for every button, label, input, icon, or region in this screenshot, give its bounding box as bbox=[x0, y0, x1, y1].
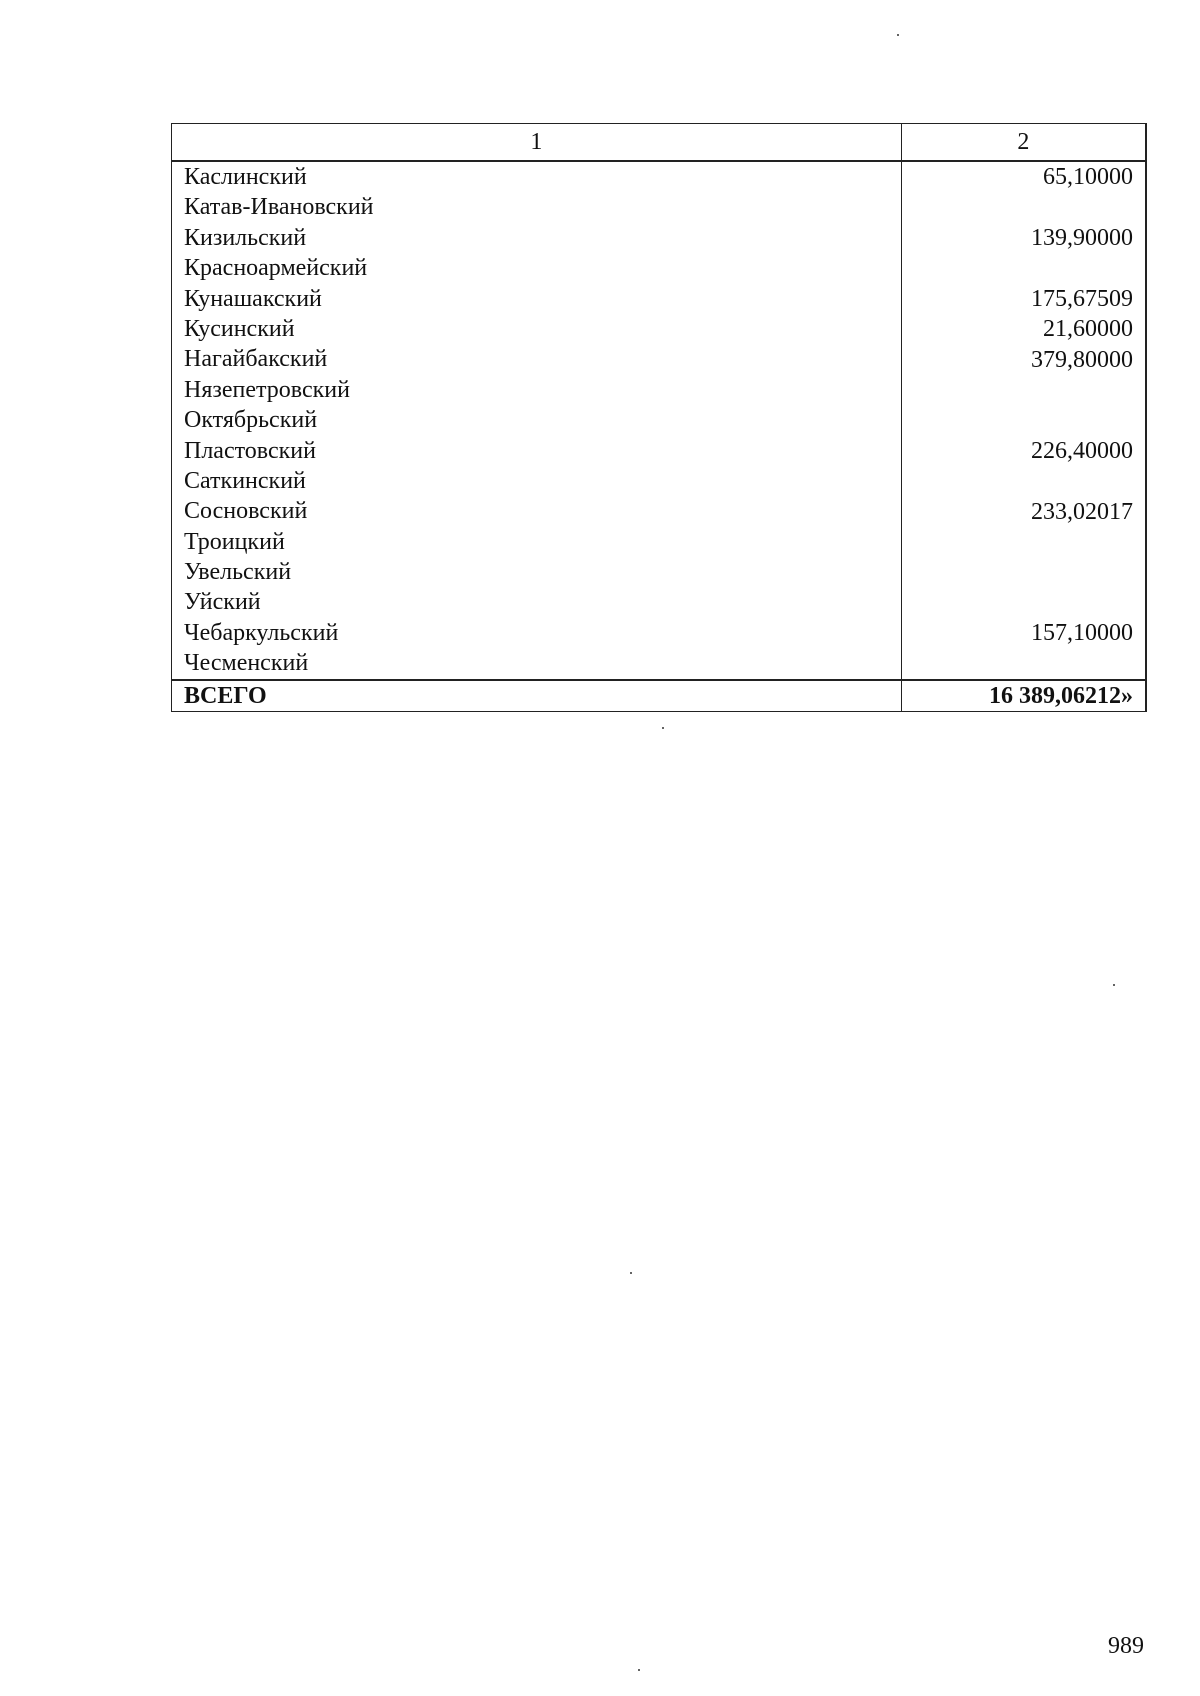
total-value: 16 389,06212» bbox=[901, 680, 1146, 712]
district-value bbox=[901, 557, 1146, 587]
district-name: Кунашакский bbox=[172, 284, 902, 314]
district-value bbox=[901, 192, 1146, 222]
district-value bbox=[901, 375, 1146, 405]
table-row bbox=[172, 587, 1147, 617]
district-name: Троицкий bbox=[172, 527, 902, 557]
district-name: Чебаркульский bbox=[172, 618, 902, 648]
column-header-2: 2 bbox=[901, 124, 1146, 162]
district-value bbox=[901, 466, 1146, 496]
table-row bbox=[172, 527, 1147, 557]
district-value: 175,67509 bbox=[1031, 285, 1133, 312]
district-value: 65,10000 bbox=[1043, 164, 1133, 191]
district-name: Кусинский bbox=[172, 314, 902, 344]
district-value: 233,02017 bbox=[1031, 498, 1133, 525]
district-name: Пластовский bbox=[172, 436, 902, 466]
district-name: Сосновский bbox=[172, 496, 902, 526]
district-value bbox=[901, 527, 1146, 557]
table-row bbox=[172, 192, 1147, 222]
district-name: Октябрьский bbox=[172, 405, 902, 435]
district-value bbox=[901, 587, 1146, 617]
page-number: 989 bbox=[1108, 1633, 1144, 1659]
table-row bbox=[172, 436, 1147, 466]
district-value: 21,60000 bbox=[1043, 316, 1133, 343]
table-row bbox=[172, 314, 1147, 344]
table-row bbox=[172, 161, 1147, 192]
header-row bbox=[172, 124, 1147, 162]
district-name: Чесменский bbox=[172, 648, 902, 679]
table-row bbox=[172, 375, 1147, 405]
district-name: Красноармейский bbox=[172, 253, 902, 283]
district-value: 157,10000 bbox=[1031, 620, 1133, 647]
scan-speck bbox=[897, 34, 899, 36]
total-label: ВСЕГО bbox=[172, 680, 902, 712]
table-row bbox=[172, 557, 1147, 587]
district-name: Кизильский bbox=[172, 223, 902, 253]
district-name: Увельский bbox=[172, 557, 902, 587]
district-name: Нагайбакский bbox=[172, 344, 902, 374]
district-value bbox=[901, 648, 1146, 679]
column-header-1: 1 bbox=[172, 124, 902, 162]
table-row bbox=[172, 496, 1147, 526]
district-value bbox=[901, 253, 1146, 283]
table-row bbox=[172, 648, 1147, 679]
district-name: Катав-Ивановский bbox=[172, 192, 902, 222]
district-value: 139,90000 bbox=[1031, 225, 1133, 252]
table-row bbox=[172, 405, 1147, 435]
district-name: Уйский bbox=[172, 587, 902, 617]
scan-speck bbox=[638, 1669, 640, 1671]
table-row bbox=[172, 284, 1147, 314]
scan-speck bbox=[662, 727, 664, 729]
data-table bbox=[171, 123, 1147, 712]
table-row bbox=[172, 466, 1147, 496]
district-value: 379,80000 bbox=[1031, 346, 1133, 373]
scan-speck bbox=[1113, 984, 1115, 986]
district-name: Нязепетровский bbox=[172, 375, 902, 405]
district-value: 226,40000 bbox=[1031, 437, 1133, 464]
table-row bbox=[172, 618, 1147, 648]
scan-speck bbox=[630, 1272, 632, 1274]
table-row bbox=[172, 223, 1147, 253]
district-value bbox=[901, 405, 1146, 435]
total-row bbox=[172, 680, 1147, 712]
district-name: Каслинский bbox=[172, 161, 902, 192]
table-row bbox=[172, 253, 1147, 283]
table-row bbox=[172, 344, 1147, 374]
district-name: Саткинский bbox=[172, 466, 902, 496]
